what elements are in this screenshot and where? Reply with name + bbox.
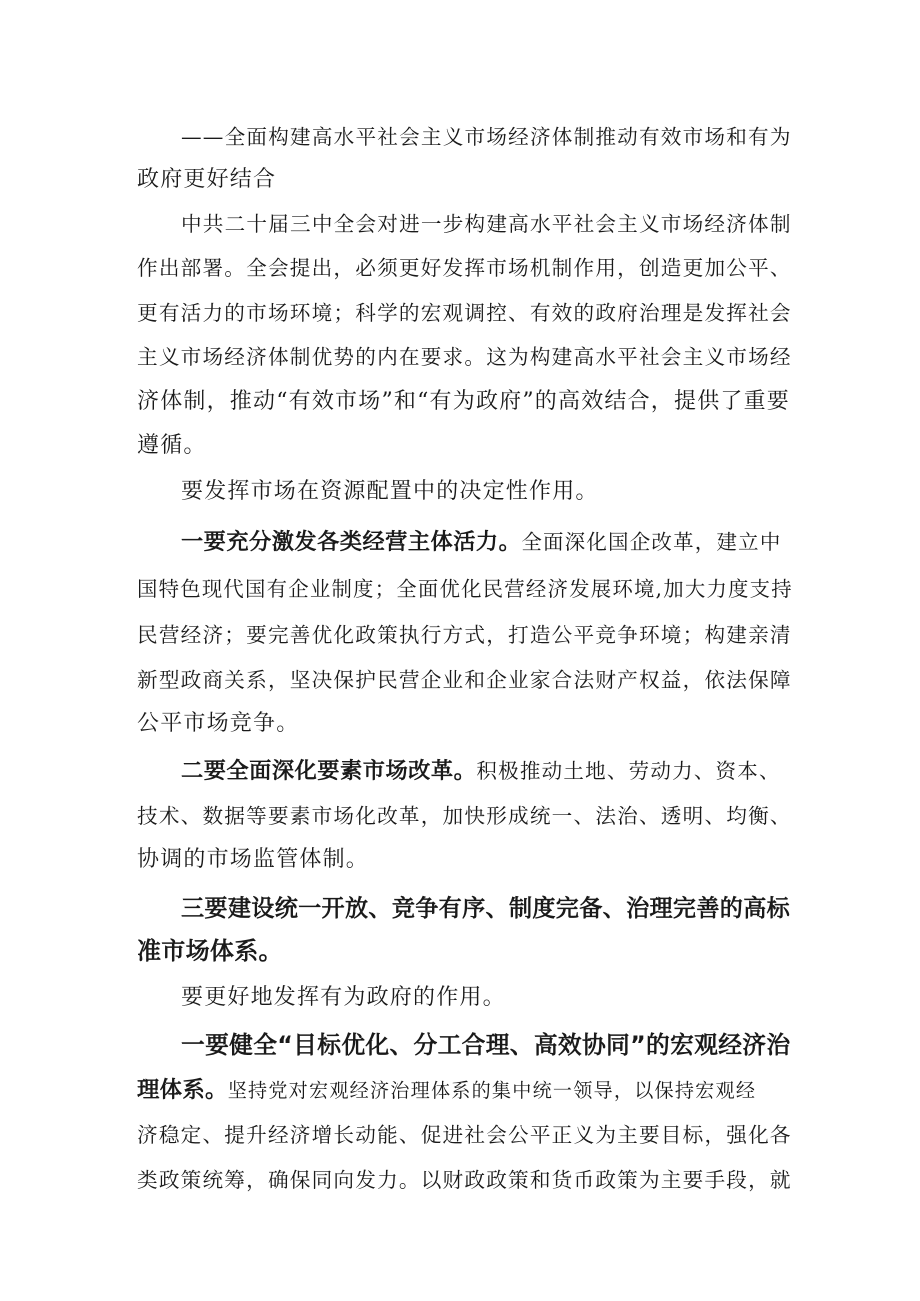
subtitle-line-1: ——全面构建高水平社会主义市场经济体制推动有效市场和有为 xyxy=(181,125,792,149)
market-point-1-text: 全面深化国企改革，建立中 xyxy=(521,530,782,554)
market-point-1-line-2: 国特色现代国有企业制度；全面优化民营经济发展环境,加大力度支持 xyxy=(137,577,793,601)
section-heading-government: 要更好地发挥有为政府的作用。 xyxy=(181,985,506,1010)
intro-line-3: 更有活力的市场环境；科学的宏观调控、有效的政府治理是发挥社会 xyxy=(137,301,792,325)
gov-point-1-line-4: 类政策统筹，确保同向发力。以财政政策和货币政策为主要手段，就 xyxy=(137,1168,792,1192)
subtitle-line-2: 政府更好结合 xyxy=(137,167,277,192)
gov-point-1-lead-line-2: 理体系。 xyxy=(137,1077,228,1103)
intro-line-6: 遵循。 xyxy=(137,433,207,458)
market-point-2-line-3: 协调的市场监管体制。 xyxy=(137,847,370,872)
market-point-3-line-2: 准市场体系。 xyxy=(137,937,283,965)
market-point-3-line-1: 三要建设统一开放、竞争有序、制度完备、治理完善的高标 xyxy=(181,896,791,922)
market-point-1-line-1 xyxy=(181,527,782,558)
intro-line-4: 主义市场经济体制优势的内在要求。这为构建高水平社会主义市场经 xyxy=(137,345,792,369)
gov-point-1-line-2 xyxy=(137,1075,756,1106)
intro-line-5: 济体制，推动“有效市场”和“有为政府”的高效结合，提供了重要 xyxy=(137,389,790,414)
market-point-2-line-1 xyxy=(181,756,781,787)
intro-line-2: 作出部署。全会提出，必须更好发挥市场机制作用，创造更加公平、 xyxy=(137,256,792,280)
market-point-2-line-2: 技术、数据等要素市场化改革，加快形成统一、法治、透明、均衡、 xyxy=(137,804,792,828)
market-point-1-lead: 一要充分激发各类经营主体活力。 xyxy=(181,529,522,555)
market-point-1-line-4: 新型政商关系，坚决保护民营企业和企业家合法财产权益，依法保障 xyxy=(137,668,792,692)
market-point-2-text: 积极推动土地、劳动力、资本、 xyxy=(476,759,781,783)
gov-point-1-lead-line-1: 一要健全“目标优化、分工合理、高效协同”的宏观经济治 xyxy=(181,1031,791,1059)
market-point-1-line-5: 公平市场竞争。 xyxy=(137,711,300,736)
market-point-2-lead: 二要全面深化要素市场改革。 xyxy=(181,758,477,784)
gov-point-1-line-3: 济稳定、提升经济增长动能、促进社会公平正义为主要目标，强化各 xyxy=(137,1123,792,1147)
section-heading-market: 要发挥市场在资源配置中的决定性作用。 xyxy=(181,479,599,504)
gov-point-1-text: 坚持党对宏观经济治理体系的集中统一领导，以保持宏观经 xyxy=(227,1079,757,1102)
intro-line-1: 中共二十届三中全会对进一步构建高水平社会主义市场经济体制 xyxy=(181,212,792,236)
market-point-1-line-3: 民营经济；要完善优化政策执行方式，打造公平竞争环境；构建亲清 xyxy=(137,623,792,647)
